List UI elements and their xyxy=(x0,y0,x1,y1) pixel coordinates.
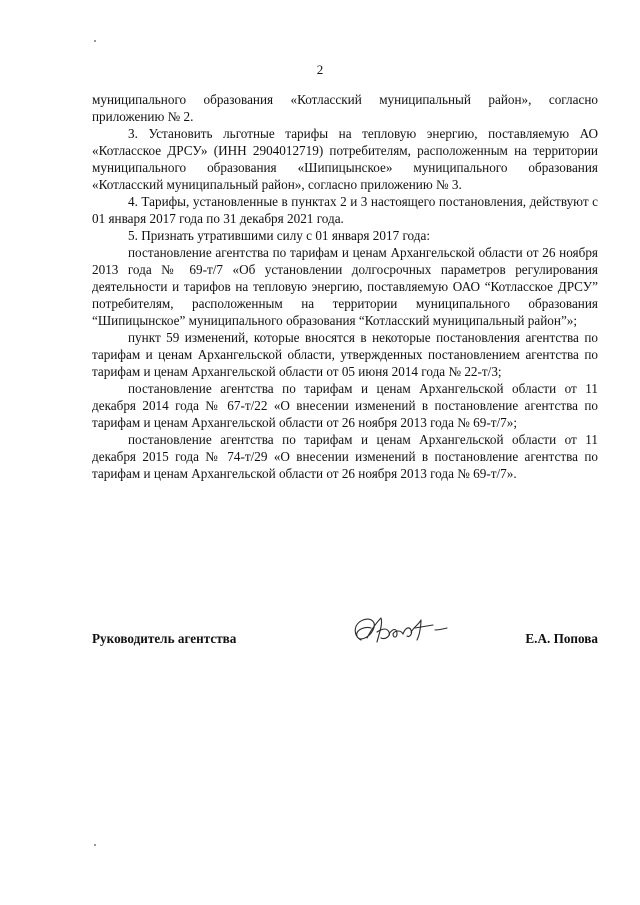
signature-block xyxy=(92,628,598,658)
scan-speck xyxy=(94,844,96,846)
repealed-act-2: пункт 59 изменений, которые вносятся в некоторые постановления агентства по тарифам и ценам Архангельской области, утвержденных постановлением агентства по тарифам и ценам Архангельской области от 05 июня 2014 года № 22-т/3; xyxy=(92,330,598,379)
paragraph-continuation: муниципального образования «Котласский муниципальный район», согласно приложению № 2. xyxy=(92,92,598,124)
signatory-name: Е.А. Попова xyxy=(525,631,598,646)
page-number: 2 xyxy=(316,62,324,77)
handwritten-signature xyxy=(347,610,457,652)
paragraph-item-4: 4. Тарифы, установленные в пунктах 2 и 3 настоящего постановления, действуют с 01 января 2017 года по 31 декабря 2021 года. xyxy=(92,194,598,226)
repealed-act-4: постановление агентства по тарифам и ценам Архангельской области от 11 декабря 2015 года № 74-т/29 «О внесении изменений в постановление агентства по тарифам и ценам Архангельской области от 26 ноября 2013 года № 69-т/7». xyxy=(92,432,598,481)
repealed-act-3: постановление агентства по тарифам и ценам Архангельской области от 11 декабря 2014 года № 67-т/22 «О внесении изменений в постановление агентства по тарифам и ценам Архангельской области от 26 ноября 2013 года № 69-т/7»; xyxy=(92,381,598,430)
document-body xyxy=(92,91,598,482)
signatory-title: Руководитель агентства xyxy=(92,631,237,646)
repealed-act-1: постановление агентства по тарифам и ценам Архангельской области от 26 ноября 2013 года № 69-т/7 «Об установлении долгосрочных параметров регулирования деятельности и тарифов на тепловую энергию, поставляемую ОАО “Котласское ДРСУ” потребителям, расположенным на территории муниципального образования “Шипицынское” муниципального образования “Котласский муниципальный район”»; xyxy=(92,245,598,328)
paragraph-item-5: 5. Признать утратившими силу с 01 января 2017 года: xyxy=(128,228,430,243)
scan-speck xyxy=(94,40,96,42)
paragraph-item-3: 3. Установить льготные тарифы на тепловую энергию, поставляемую АО «Котласское ДРСУ» (ИНН 2904012719) потребителям, расположенным на территории муниципального образования «Шипицынское» муниципального образования «Котласский муниципальный район», согласно приложению № 3. xyxy=(92,126,598,192)
